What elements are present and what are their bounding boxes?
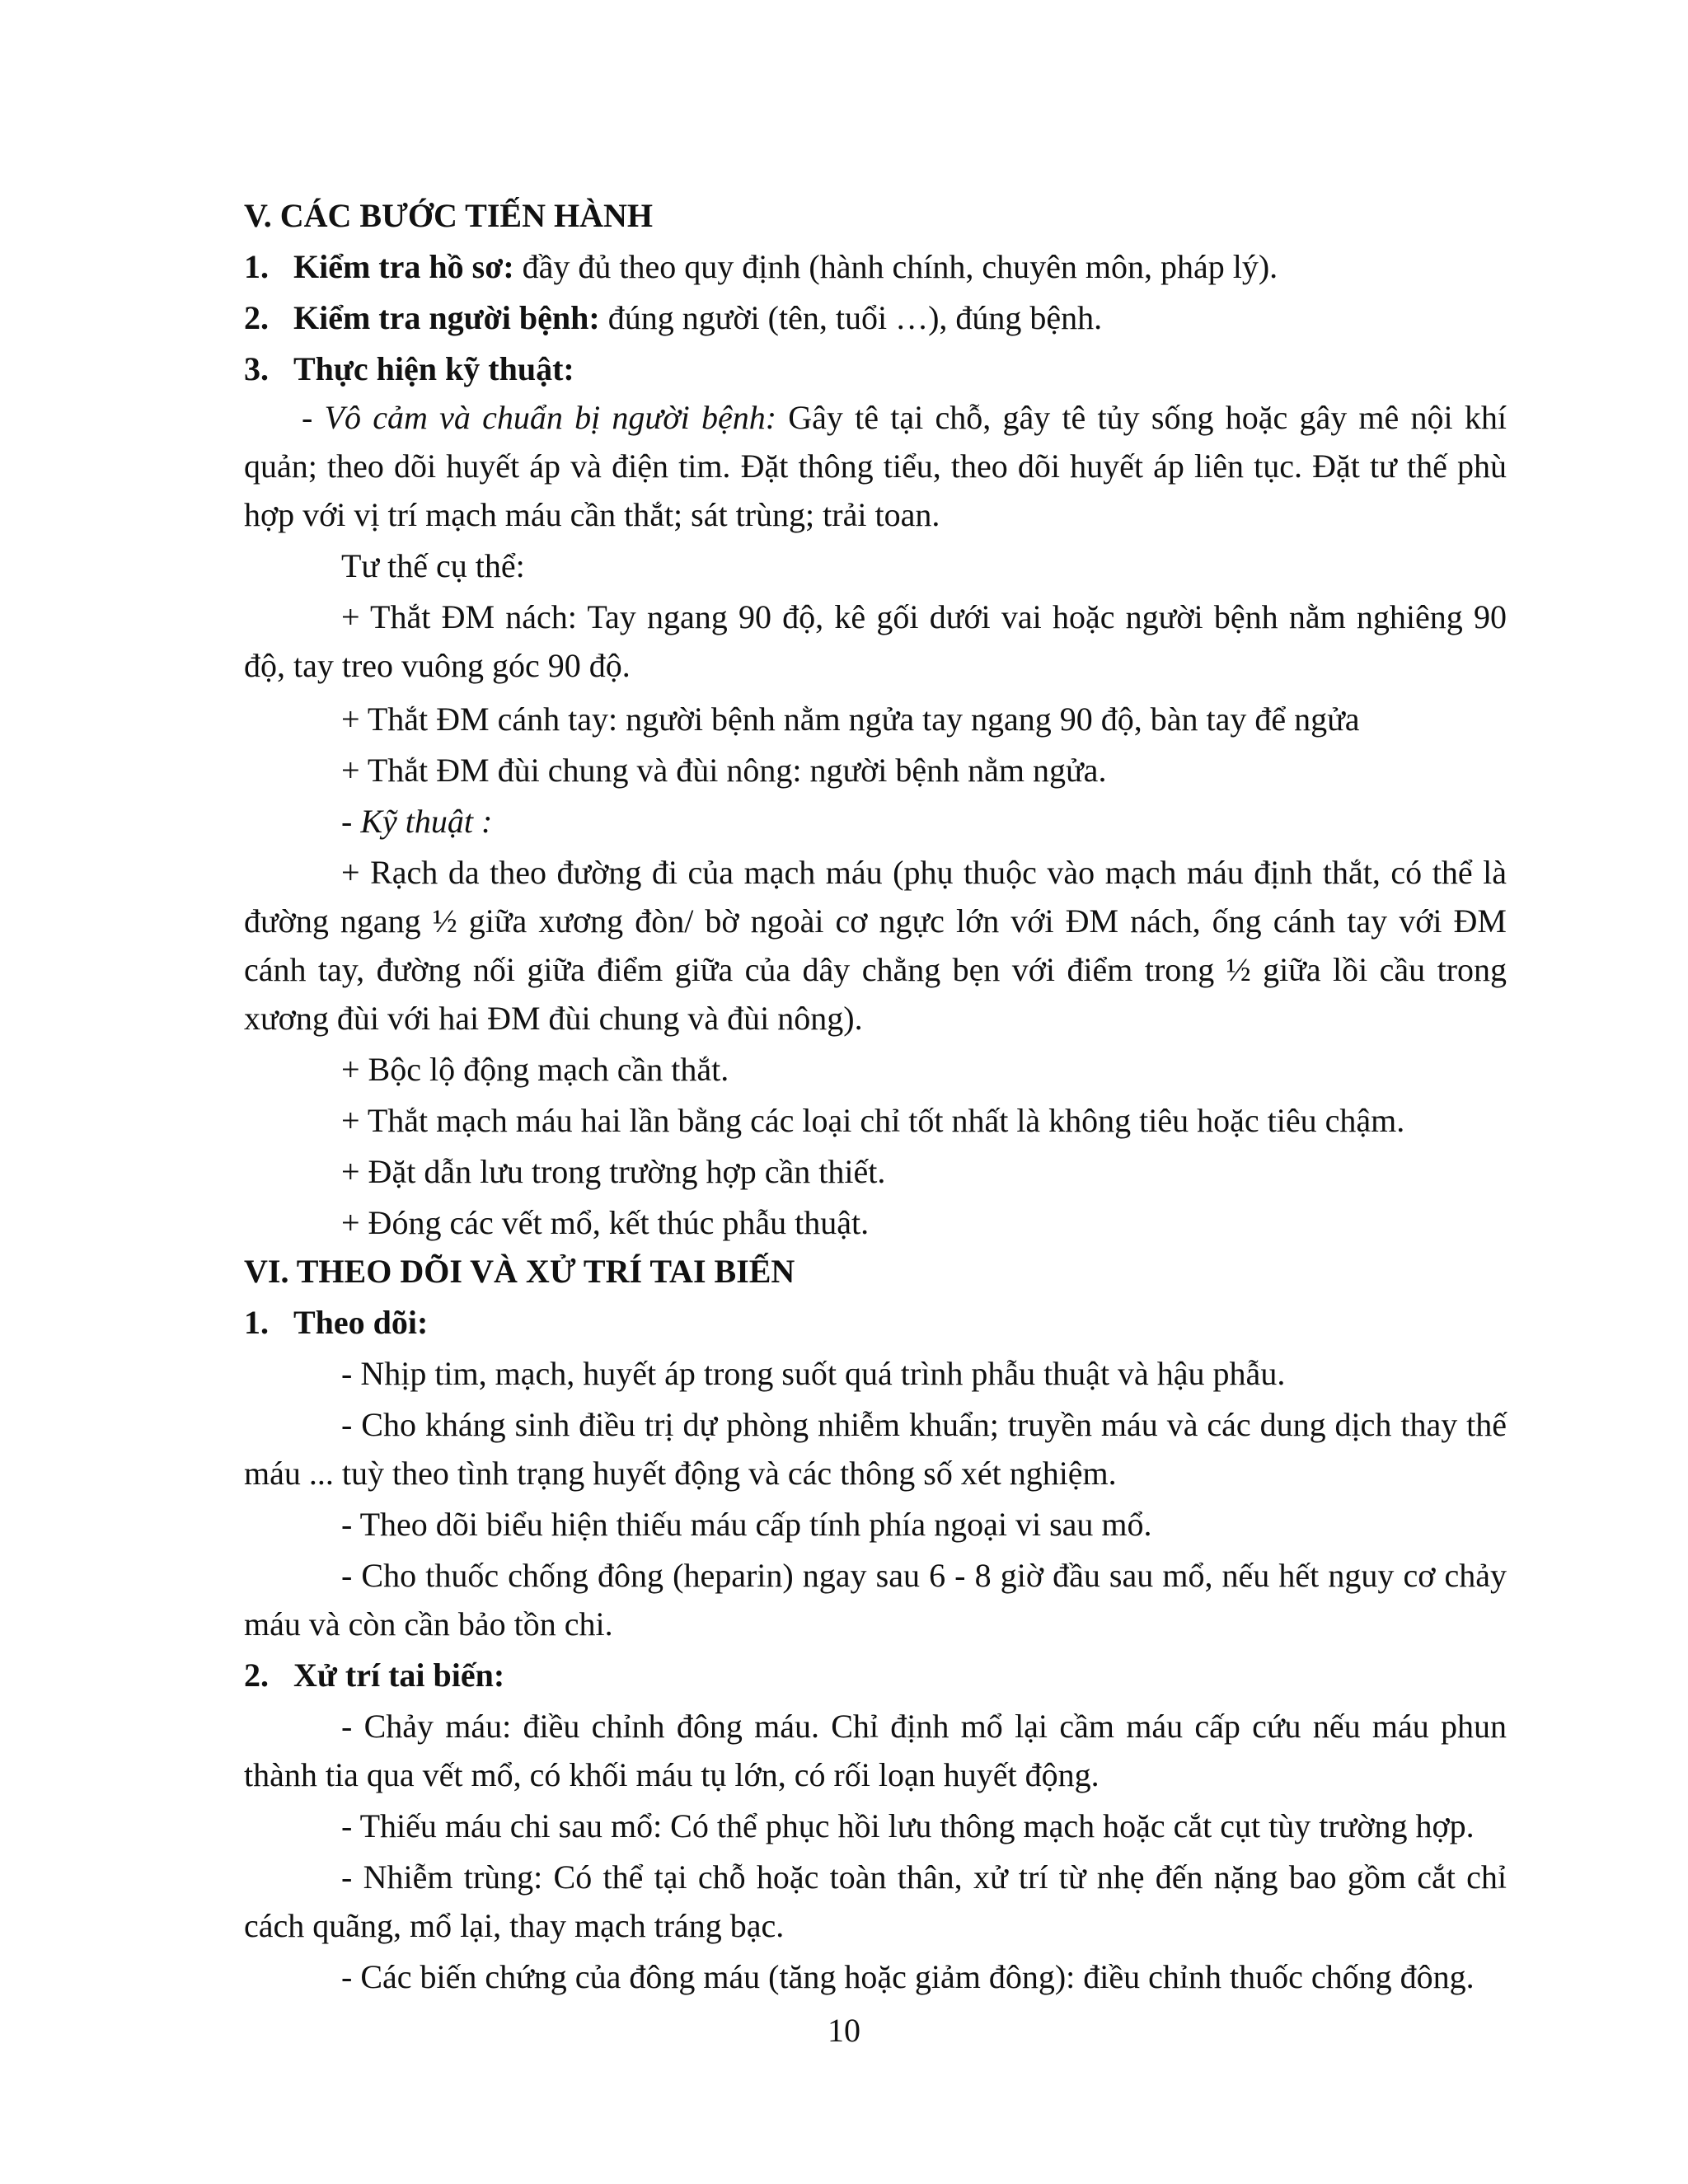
item-number: 2. [244, 299, 269, 336]
monitoring-item [244, 1298, 1507, 1347]
item-number: 2. [244, 1657, 269, 1694]
technique-step-ligate: + Thắt mạch máu hai lần bằng các loại chỉ tốt nhất là không tiêu hoặc tiêu chậm. [341, 1102, 1405, 1139]
technique-step-close: + Đóng các vết mổ, kết thúc phẫu thuật. [341, 1204, 870, 1241]
position-title: Tư thế cụ thể: [341, 547, 525, 584]
item-number: 3. [244, 350, 269, 387]
monitoring-anticoagulant: - Cho thuốc chống đông (heparin) ngay sau 6 - 8 giờ đầu sau mổ, nếu hết nguy cơ chảy máu và còn cần bảo tồn chi. [244, 1557, 1507, 1643]
technique-step-incision: + Rạch da theo đường đi của mạch máu (phụ thuộc vào mạch máu định thắt, có thể là đường ngang ½ giữa xương đòn/ bờ ngoài cơ ngực lớn với ĐM nách, ống cánh tay với ĐM cánh tay, đường nối giữa điểm giữa của dây chằng bẹn với điểm trong ½ giữa lồi cầu trong xương đùi với hai ĐM đùi chung và đùi nông). [244, 854, 1507, 1037]
perform-technique-item [244, 344, 1507, 393]
page-number: 10 [828, 2012, 860, 2049]
item-label: Xử trí tai biến: [293, 1657, 505, 1694]
item-label: Theo dõi: [293, 1304, 429, 1341]
technique-step-expose: + Bộc lộ động mạch cần thắt. [341, 1051, 729, 1088]
item-number: 1. [244, 1304, 269, 1341]
check-records-item [244, 242, 1507, 291]
complication-infection: - Nhiễm trùng: Có thể tại chỗ hoặc toàn thân, xử trí từ nhẹ đến nặng bao gồm cắt chỉ cách quãng, mổ lại, thay mạch tráng bạc. [244, 1858, 1507, 1944]
section-v-heading: V. CÁC BƯỚC TIẾN HÀNH [244, 197, 653, 234]
monitoring-antibiotics: - Cho kháng sinh điều trị dự phòng nhiễm khuẩn; truyền máu và các dung dịch thay thế máu ... tuỳ theo tình trạng huyết động và các thông số xét nghiệm. [244, 1406, 1507, 1492]
section-vi-heading: VI. THEO DÕI VÀ XỬ TRÍ TAI BIẾN [244, 1253, 795, 1290]
item-number: 1. [244, 248, 269, 285]
anesthesia-text: Gây tê tại chỗ, gây tê tủy sống hoặc gây mê nội khí quản; theo dõi huyết áp và điện tim. Đặt thông tiểu, theo dõi huyết áp liên tục. Đặt tư thế phù hợp với vị trí mạch máu cần thắt; sát trùng; trải toan. [244, 399, 1507, 533]
monitoring-vitals: - Nhịp tim, mạch, huyết áp trong suốt quá trình phẫu thuật và hậu phẫu. [341, 1355, 1286, 1392]
item-label: Kiểm tra người bệnh: [293, 299, 600, 336]
check-patient-item [244, 293, 1507, 342]
technique-label: - Kỹ thuật : [341, 803, 493, 840]
item-label: Kiểm tra hồ sơ: [293, 248, 514, 285]
anesthesia-paragraph [244, 393, 1507, 539]
document-body [244, 191, 1507, 2001]
complication-coagulation: - Các biến chứng của đông máu (tăng hoặc giảm đông): điều chỉnh thuốc chống đông. [341, 1958, 1475, 1995]
position-brachial: + Thắt ĐM cánh tay: người bệnh nằm ngửa tay ngang 90 độ, bàn tay để ngửa [341, 701, 1360, 738]
complication-limb-ischemia: - Thiếu máu chi sau mổ: Có thể phục hồi lưu thông mạch hoặc cắt cụt tùy trường hợp. [341, 1807, 1475, 1844]
complication-bleeding: - Chảy máu: điều chỉnh đông máu. Chỉ định mổ lại cầm máu cấp cứu nếu máu phun thành tia qua vết mổ, có khối máu tụ lớn, có rối loạn huyết động. [244, 1708, 1507, 1793]
item-text: đầy đủ theo quy định (hành chính, chuyên môn, pháp lý). [513, 248, 1278, 285]
position-axillary: + Thắt ĐM nách: Tay ngang 90 độ, kê gối dưới vai hoặc người bệnh nằm nghiêng 90 độ, tay treo vuông góc 90 độ. [244, 598, 1507, 684]
position-femoral: + Thắt ĐM đùi chung và đùi nông: người bệnh nằm ngửa. [341, 752, 1107, 789]
item-text: đúng người (tên, tuổi …), đúng bệnh. [599, 299, 1103, 336]
anesthesia-label: - Vô cảm và chuẩn bị người bệnh: [302, 399, 777, 436]
item-label: Thực hiện kỹ thuật: [293, 350, 574, 387]
monitoring-ischemia: - Theo dõi biểu hiện thiếu máu cấp tính phía ngoại vi sau mổ. [341, 1506, 1152, 1543]
complications-item [244, 1651, 1507, 1699]
technique-step-drain: + Đặt dẫn lưu trong trường hợp cần thiết. [341, 1153, 886, 1190]
